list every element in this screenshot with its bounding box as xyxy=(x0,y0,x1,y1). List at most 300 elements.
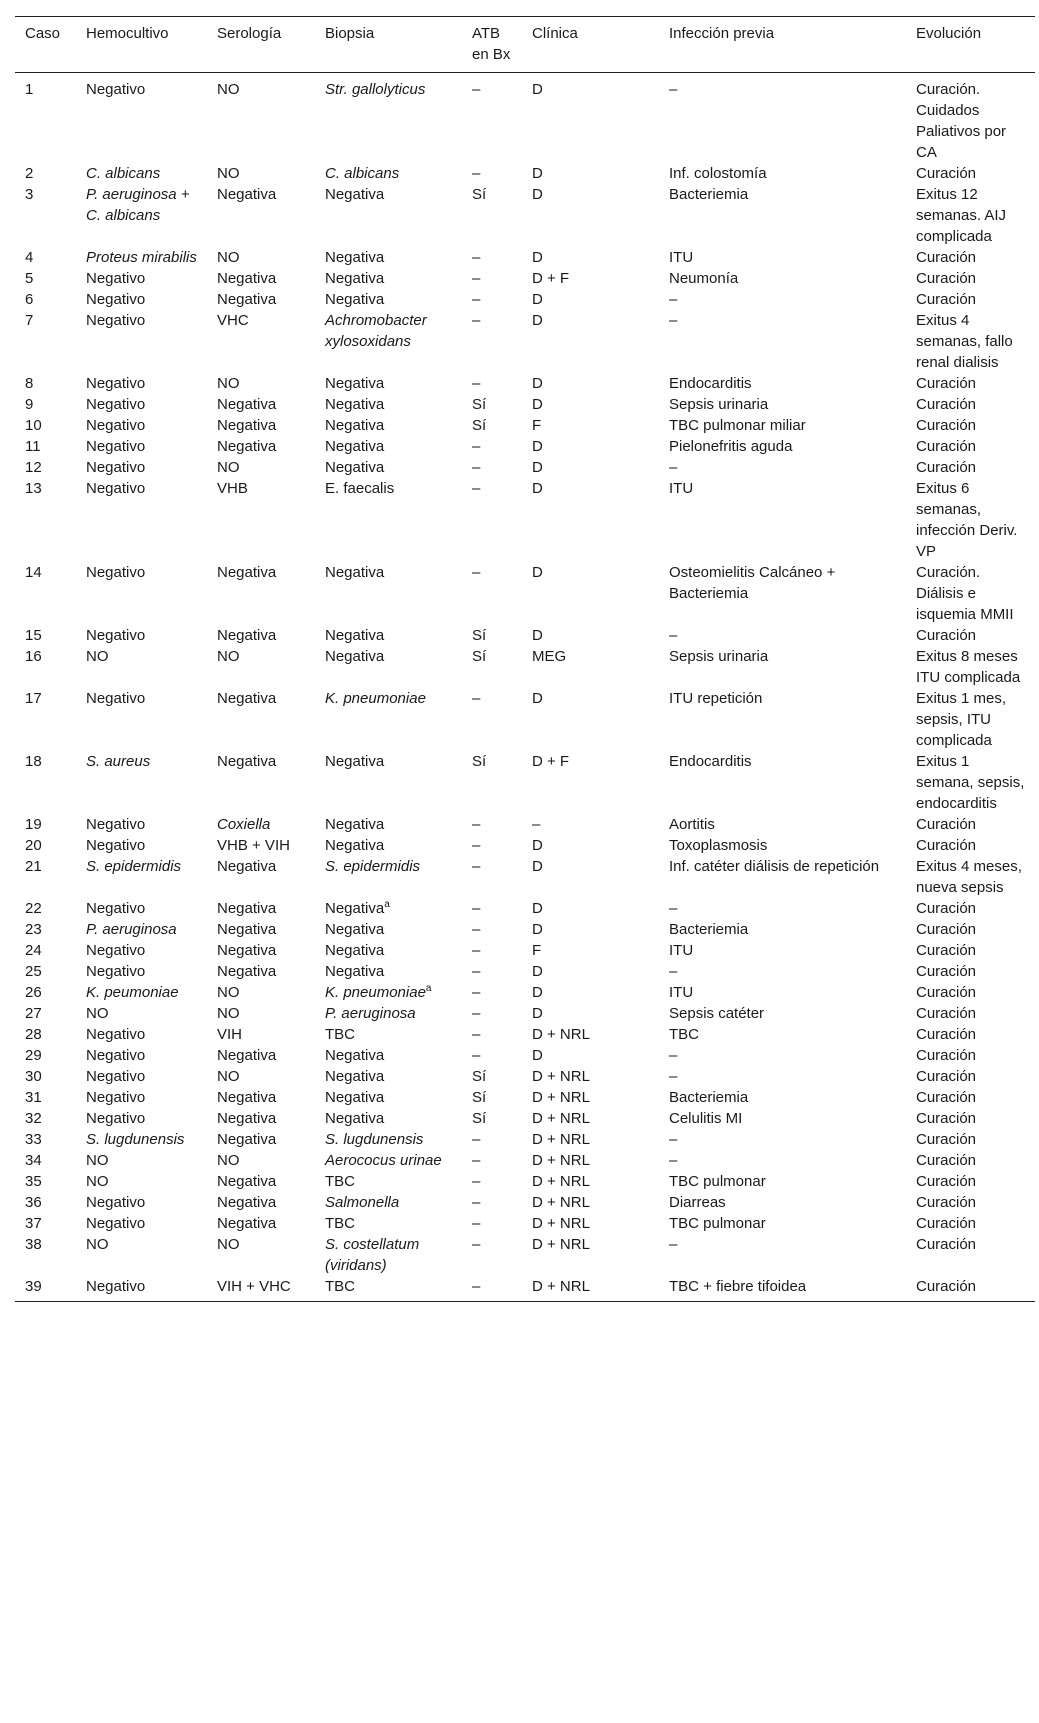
cell-clinica-text: D xyxy=(532,984,543,1001)
cell-caso-text: 5 xyxy=(25,270,34,287)
cell-serologia-text: Negativa xyxy=(217,1089,277,1106)
cell-evolucion-text: Exitus 6 semanas, infección Deriv. VP xyxy=(916,480,1018,560)
cell-hemocultivo xyxy=(76,415,207,436)
table-row xyxy=(15,835,1035,856)
cell-atb-en-bx xyxy=(462,436,522,457)
header-atb-en-bx: ATB en Bx xyxy=(472,25,511,63)
cell-infeccion-previa-text: TBC + fiebre tifoidea xyxy=(669,1278,807,1295)
cell-hemocultivo-text: Proteus mirabilis xyxy=(86,249,197,266)
cell-evolucion xyxy=(906,478,1035,562)
cell-infeccion-previa xyxy=(659,478,906,562)
cell-caso xyxy=(15,562,76,625)
cell-clinica-text: D xyxy=(532,858,543,875)
cell-serologia xyxy=(207,814,315,835)
cell-infeccion-previa-text: – xyxy=(669,900,678,917)
cell-atb-en-bx-text: – xyxy=(472,984,481,1001)
cell-caso xyxy=(15,646,76,688)
cell-atb-en-bx-text: – xyxy=(472,921,481,938)
cell-caso-text: 24 xyxy=(25,942,42,959)
cell-clinica-text: D + NRL xyxy=(532,1194,590,1211)
cell-clinica-text: D xyxy=(532,480,543,497)
cell-caso-text: 14 xyxy=(25,564,42,581)
cell-infeccion-previa-text: Diarreas xyxy=(669,1194,726,1211)
cell-hemocultivo-text: Negativo xyxy=(86,627,146,644)
cell-hemocultivo-text: NO xyxy=(86,1005,109,1022)
cell-clinica-text: D xyxy=(532,459,543,476)
cell-serologia-text: Negativa xyxy=(217,921,277,938)
cell-infeccion-previa xyxy=(659,814,906,835)
table-row xyxy=(15,919,1035,940)
cell-atb-en-bx xyxy=(462,751,522,814)
cell-clinica-text: D xyxy=(532,291,543,308)
cell-infeccion-previa-text: TBC xyxy=(669,1026,699,1043)
cell-serologia xyxy=(207,436,315,457)
cell-serologia-text: Negativa xyxy=(217,1215,277,1232)
cell-caso xyxy=(15,898,76,919)
cell-biopsia-text: Negativa xyxy=(325,1047,385,1064)
cell-hemocultivo-text: Negativo xyxy=(86,564,146,581)
cell-hemocultivo-text: Negativo xyxy=(86,480,146,497)
cell-clinica xyxy=(522,1234,659,1276)
cell-biopsia-text: Negativa xyxy=(325,753,385,770)
cases-table xyxy=(15,16,1035,1302)
cell-evolucion xyxy=(906,1129,1035,1150)
cell-evolucion-text: Curación xyxy=(916,1173,977,1190)
cell-evolucion xyxy=(906,1066,1035,1087)
cell-caso xyxy=(15,310,76,373)
cell-serologia-text: Negativa xyxy=(217,1173,277,1190)
cell-atb-en-bx xyxy=(462,394,522,415)
cell-evolucion xyxy=(906,310,1035,373)
cell-atb-en-bx xyxy=(462,163,522,184)
cell-clinica-text: – xyxy=(532,816,541,833)
cell-biopsia-text: Negativa xyxy=(325,417,385,434)
cell-hemocultivo xyxy=(76,247,207,268)
cell-clinica xyxy=(522,1024,659,1045)
cell-evolucion xyxy=(906,1024,1035,1045)
cell-hemocultivo-text: Negativo xyxy=(86,1047,146,1064)
cell-evolucion-text: Curación xyxy=(916,1005,977,1022)
table-body xyxy=(15,73,1035,1302)
cell-evolucion xyxy=(906,1087,1035,1108)
cell-hemocultivo-text: Negativo xyxy=(86,690,146,707)
cell-evolucion xyxy=(906,394,1035,415)
cell-clinica xyxy=(522,961,659,982)
cell-clinica xyxy=(522,1276,659,1302)
cell-biopsia-text: E. faecalis xyxy=(325,480,395,497)
cell-hemocultivo-text: Negativo xyxy=(86,1215,146,1232)
cell-evolucion xyxy=(906,436,1035,457)
cell-biopsia xyxy=(315,247,462,268)
cell-evolucion-text: Curación xyxy=(916,438,977,455)
cell-evolucion-text: Exitus 4 semanas, fallo renal dialisis xyxy=(916,312,1013,371)
cell-evolucion-text: Exitus 1 mes, sepsis, ITU complicada xyxy=(916,690,1007,749)
cell-serologia-text: VIH xyxy=(217,1026,243,1043)
cell-caso xyxy=(15,940,76,961)
cell-serologia xyxy=(207,310,315,373)
cell-infeccion-previa-text: Sepsis catéter xyxy=(669,1005,765,1022)
cell-atb-en-bx xyxy=(462,1129,522,1150)
cell-serologia xyxy=(207,1066,315,1087)
cell-biopsia xyxy=(315,814,462,835)
cell-hemocultivo-text: S. epidermidis xyxy=(86,858,182,875)
cell-infeccion-previa-text: Sepsis urinaria xyxy=(669,648,769,665)
cell-hemocultivo xyxy=(76,373,207,394)
cell-hemocultivo xyxy=(76,1108,207,1129)
cell-evolucion-text: Curación xyxy=(916,1278,977,1295)
cell-caso xyxy=(15,1192,76,1213)
cell-serologia xyxy=(207,1087,315,1108)
cell-hemocultivo-text: Negativo xyxy=(86,1110,146,1127)
table-row xyxy=(15,898,1035,919)
cell-hemocultivo xyxy=(76,562,207,625)
cell-clinica-text: D + F xyxy=(532,753,570,770)
cell-hemocultivo xyxy=(76,1150,207,1171)
cell-infeccion-previa xyxy=(659,247,906,268)
cell-caso xyxy=(15,268,76,289)
cell-clinica xyxy=(522,310,659,373)
cell-infeccion-previa-text: TBC pulmonar xyxy=(669,1173,766,1190)
cell-hemocultivo xyxy=(76,961,207,982)
cell-atb-en-bx xyxy=(462,415,522,436)
cell-evolucion-text: Curación xyxy=(916,1131,977,1148)
cell-atb-en-bx-text: – xyxy=(472,438,481,455)
cell-biopsia xyxy=(315,919,462,940)
cell-clinica-text: D + NRL xyxy=(532,1215,590,1232)
cell-infeccion-previa-text: Aortitis xyxy=(669,816,715,833)
cell-serologia-text: Negativa xyxy=(217,438,277,455)
cell-caso xyxy=(15,457,76,478)
cell-atb-en-bx xyxy=(462,478,522,562)
cell-serologia-text: NO xyxy=(217,648,240,665)
cell-atb-en-bx-text: Sí xyxy=(472,396,487,413)
table-row xyxy=(15,646,1035,688)
cell-atb-en-bx-text: – xyxy=(472,816,481,833)
cell-clinica-text: D + NRL xyxy=(532,1089,590,1106)
cell-biopsia xyxy=(315,1045,462,1066)
cell-caso-text: 20 xyxy=(25,837,42,854)
cell-clinica-text: D xyxy=(532,165,543,182)
cell-evolucion-text: Curación xyxy=(916,165,977,182)
cell-caso-text: 1 xyxy=(25,81,34,98)
cell-serologia xyxy=(207,1108,315,1129)
cell-serologia xyxy=(207,415,315,436)
cell-caso xyxy=(15,415,76,436)
cell-biopsia-text: Negativa xyxy=(325,375,385,392)
cell-infeccion-previa-text: ITU xyxy=(669,249,694,266)
cell-biopsia xyxy=(315,289,462,310)
cell-hemocultivo xyxy=(76,457,207,478)
cell-atb-en-bx-text: Sí xyxy=(472,417,487,434)
cell-caso-text: 7 xyxy=(25,312,34,329)
cell-atb-en-bx-text: – xyxy=(472,270,481,287)
cell-serologia xyxy=(207,1192,315,1213)
cell-evolucion xyxy=(906,1234,1035,1276)
cell-caso xyxy=(15,1066,76,1087)
cell-evolucion xyxy=(906,1171,1035,1192)
cell-atb-en-bx xyxy=(462,1045,522,1066)
cell-infeccion-previa xyxy=(659,625,906,646)
cell-atb-en-bx-text: – xyxy=(472,1194,481,1211)
cell-infeccion-previa-text: Neumonía xyxy=(669,270,739,287)
cell-infeccion-previa xyxy=(659,394,906,415)
cell-caso-text: 35 xyxy=(25,1173,42,1190)
cell-evolucion xyxy=(906,562,1035,625)
cell-hemocultivo xyxy=(76,478,207,562)
cell-evolucion xyxy=(906,1150,1035,1171)
cell-atb-en-bx xyxy=(462,940,522,961)
cell-biopsia xyxy=(315,1150,462,1171)
cell-hemocultivo-text: P. aeruginosa xyxy=(86,921,177,938)
cell-evolucion xyxy=(906,163,1035,184)
cell-evolucion xyxy=(906,751,1035,814)
cell-evolucion-text: Curación xyxy=(916,627,977,644)
cell-biopsia xyxy=(315,394,462,415)
cell-hemocultivo xyxy=(76,1066,207,1087)
cell-serologia xyxy=(207,898,315,919)
cell-infeccion-previa xyxy=(659,310,906,373)
table-row xyxy=(15,856,1035,898)
cell-hemocultivo xyxy=(76,1276,207,1302)
cell-atb-en-bx-text: – xyxy=(472,858,481,875)
table-row xyxy=(15,1213,1035,1234)
cell-clinica-text: D xyxy=(532,438,543,455)
cell-evolucion-text: Curación xyxy=(916,942,977,959)
cell-hemocultivo xyxy=(76,919,207,940)
cell-clinica xyxy=(522,1171,659,1192)
table-row xyxy=(15,625,1035,646)
cell-serologia-text: NO xyxy=(217,1152,240,1169)
cell-evolucion-text: Curación xyxy=(916,984,977,1001)
cell-infeccion-previa-text: – xyxy=(669,291,678,308)
cell-atb-en-bx xyxy=(462,856,522,898)
cell-atb-en-bx-text: – xyxy=(472,1215,481,1232)
cell-serologia xyxy=(207,289,315,310)
cell-caso-text: 38 xyxy=(25,1236,42,1253)
cell-hemocultivo-text: K. peumoniae xyxy=(86,984,179,1001)
cell-hemocultivo xyxy=(76,1192,207,1213)
cell-infeccion-previa xyxy=(659,268,906,289)
cell-hemocultivo xyxy=(76,751,207,814)
cell-biopsia xyxy=(315,688,462,751)
cell-caso xyxy=(15,835,76,856)
cell-hemocultivo-text: Negativo xyxy=(86,816,146,833)
cell-biopsia-text: Negativa xyxy=(325,1068,385,1085)
cell-atb-en-bx xyxy=(462,688,522,751)
cell-evolucion xyxy=(906,1045,1035,1066)
table-row xyxy=(15,1234,1035,1276)
cell-evolucion-text: Curación xyxy=(916,396,977,413)
cell-atb-en-bx xyxy=(462,1276,522,1302)
cell-infeccion-previa-text: ITU xyxy=(669,984,694,1001)
cell-serologia xyxy=(207,856,315,898)
cell-hemocultivo-text: S. lugdunensis xyxy=(86,1131,185,1148)
cell-biopsia-text: TBC xyxy=(325,1215,355,1232)
cell-infeccion-previa xyxy=(659,1213,906,1234)
cell-infeccion-previa xyxy=(659,1192,906,1213)
cell-serologia xyxy=(207,268,315,289)
cell-hemocultivo-text: Negativo xyxy=(86,312,146,329)
cell-atb-en-bx xyxy=(462,835,522,856)
cell-evolucion xyxy=(906,415,1035,436)
cell-infeccion-previa xyxy=(659,562,906,625)
cell-hemocultivo xyxy=(76,856,207,898)
cell-infeccion-previa xyxy=(659,982,906,1003)
cell-infeccion-previa-text: Pielonefritis aguda xyxy=(669,438,793,455)
cell-caso xyxy=(15,1087,76,1108)
cell-biopsia xyxy=(315,898,462,919)
cell-infeccion-previa-text: Celulitis MI xyxy=(669,1110,743,1127)
cell-evolucion xyxy=(906,268,1035,289)
cell-clinica xyxy=(522,394,659,415)
cell-serologia-text: NO xyxy=(217,459,240,476)
cell-serologia-text: Negativa xyxy=(217,942,277,959)
cell-biopsia xyxy=(315,1024,462,1045)
cell-atb-en-bx xyxy=(462,814,522,835)
cell-serologia-text: Negativa xyxy=(217,564,277,581)
cell-atb-en-bx-text: – xyxy=(472,1236,481,1253)
cell-atb-en-bx-text: – xyxy=(472,1026,481,1043)
cell-hemocultivo-text: Negativo xyxy=(86,417,146,434)
cell-hemocultivo xyxy=(76,940,207,961)
cell-hemocultivo xyxy=(76,1129,207,1150)
cell-clinica xyxy=(522,457,659,478)
table-row xyxy=(15,1129,1035,1150)
cell-clinica xyxy=(522,1066,659,1087)
cell-hemocultivo-text: C. albicans xyxy=(86,165,161,182)
cell-serologia-text: Coxiella xyxy=(217,816,271,833)
cell-caso-text: 25 xyxy=(25,963,42,980)
cell-evolucion xyxy=(906,1213,1035,1234)
table-row xyxy=(15,961,1035,982)
cell-atb-en-bx-text: – xyxy=(472,1152,481,1169)
cell-biopsia xyxy=(315,625,462,646)
cell-atb-en-bx-text: – xyxy=(472,81,481,98)
cell-evolucion xyxy=(906,1108,1035,1129)
cell-atb-en-bx xyxy=(462,1003,522,1024)
cell-infeccion-previa xyxy=(659,1108,906,1129)
cell-clinica xyxy=(522,1150,659,1171)
cell-caso-text: 33 xyxy=(25,1131,42,1148)
cell-atb-en-bx-text: – xyxy=(472,1278,481,1295)
cell-atb-en-bx xyxy=(462,919,522,940)
cell-biopsia-text: K. pneumoniae xyxy=(325,690,426,707)
cell-evolucion xyxy=(906,1192,1035,1213)
cell-caso xyxy=(15,982,76,1003)
cell-atb-en-bx-text: – xyxy=(472,837,481,854)
cell-serologia xyxy=(207,982,315,1003)
cell-clinica-text: D + NRL xyxy=(532,1278,590,1295)
cell-hemocultivo xyxy=(76,1045,207,1066)
cell-atb-en-bx xyxy=(462,373,522,394)
cell-biopsia-text: Negativa xyxy=(325,249,385,266)
cell-atb-en-bx-text: – xyxy=(472,963,481,980)
cell-infeccion-previa xyxy=(659,1150,906,1171)
cell-biopsia xyxy=(315,457,462,478)
cell-caso xyxy=(15,856,76,898)
cell-infeccion-previa xyxy=(659,1003,906,1024)
cell-caso-text: 17 xyxy=(25,690,42,707)
cell-caso-text: 3 xyxy=(25,186,34,203)
cell-clinica xyxy=(522,625,659,646)
table-row xyxy=(15,268,1035,289)
cell-serologia xyxy=(207,247,315,268)
table-row xyxy=(15,1108,1035,1129)
cell-caso xyxy=(15,1276,76,1302)
cell-caso-text: 36 xyxy=(25,1194,42,1211)
cell-clinica-text: D xyxy=(532,186,543,203)
table-row xyxy=(15,457,1035,478)
cell-clinica xyxy=(522,1087,659,1108)
cell-infeccion-previa-text: ITU xyxy=(669,942,694,959)
cell-clinica-text: D xyxy=(532,963,543,980)
cell-evolucion-text: Curación xyxy=(916,1152,977,1169)
cell-biopsia-text: Negativa xyxy=(325,270,385,287)
cell-clinica-text: D xyxy=(532,396,543,413)
cell-hemocultivo-text: Negativo xyxy=(86,1068,146,1085)
cell-hemocultivo-text: S. aureus xyxy=(86,753,151,770)
cell-evolucion xyxy=(906,1003,1035,1024)
cell-biopsia xyxy=(315,73,462,164)
cell-evolucion-text: Curación xyxy=(916,291,977,308)
cell-atb-en-bx xyxy=(462,1024,522,1045)
cell-biopsia xyxy=(315,751,462,814)
header-clinica: Clínica xyxy=(532,25,578,42)
cell-evolucion xyxy=(906,646,1035,688)
cell-atb-en-bx xyxy=(462,961,522,982)
cell-biopsia-text: Negativa xyxy=(325,438,385,455)
table-row xyxy=(15,1087,1035,1108)
cell-infeccion-previa-text: – xyxy=(669,1236,678,1253)
cell-infeccion-previa xyxy=(659,436,906,457)
cell-infeccion-previa xyxy=(659,184,906,247)
cell-caso-text: 19 xyxy=(25,816,42,833)
cell-clinica-text: D xyxy=(532,249,543,266)
cell-biopsia xyxy=(315,982,462,1003)
cell-atb-en-bx-text: Sí xyxy=(472,1089,487,1106)
cell-clinica xyxy=(522,1003,659,1024)
cell-caso xyxy=(15,247,76,268)
cell-hemocultivo-text: Negativo xyxy=(86,438,146,455)
footnote-marker: a xyxy=(425,983,432,994)
table-row xyxy=(15,562,1035,625)
cell-clinica xyxy=(522,688,659,751)
table-row xyxy=(15,373,1035,394)
cell-infeccion-previa xyxy=(659,751,906,814)
cell-clinica xyxy=(522,73,659,164)
cell-serologia xyxy=(207,1171,315,1192)
cell-atb-en-bx-text: – xyxy=(472,165,481,182)
cell-caso-text: 8 xyxy=(25,375,34,392)
cell-caso xyxy=(15,688,76,751)
cell-evolucion-text: Curación xyxy=(916,270,977,287)
cell-serologia-text: VHB + VIH xyxy=(217,837,290,854)
cell-serologia-text: Negativa xyxy=(217,1131,277,1148)
table-row xyxy=(15,1066,1035,1087)
cell-caso-text: 27 xyxy=(25,1005,42,1022)
table-row xyxy=(15,478,1035,562)
cell-serologia xyxy=(207,646,315,688)
cell-caso-text: 22 xyxy=(25,900,42,917)
cell-infeccion-previa xyxy=(659,415,906,436)
table-row xyxy=(15,394,1035,415)
cell-atb-en-bx-text: – xyxy=(472,1005,481,1022)
cell-hemocultivo-text: Negativo xyxy=(86,1194,146,1211)
cell-infeccion-previa-text: ITU repetición xyxy=(669,690,763,707)
cell-infeccion-previa-text: – xyxy=(669,1068,678,1085)
cell-hemocultivo xyxy=(76,73,207,164)
cell-caso xyxy=(15,1150,76,1171)
